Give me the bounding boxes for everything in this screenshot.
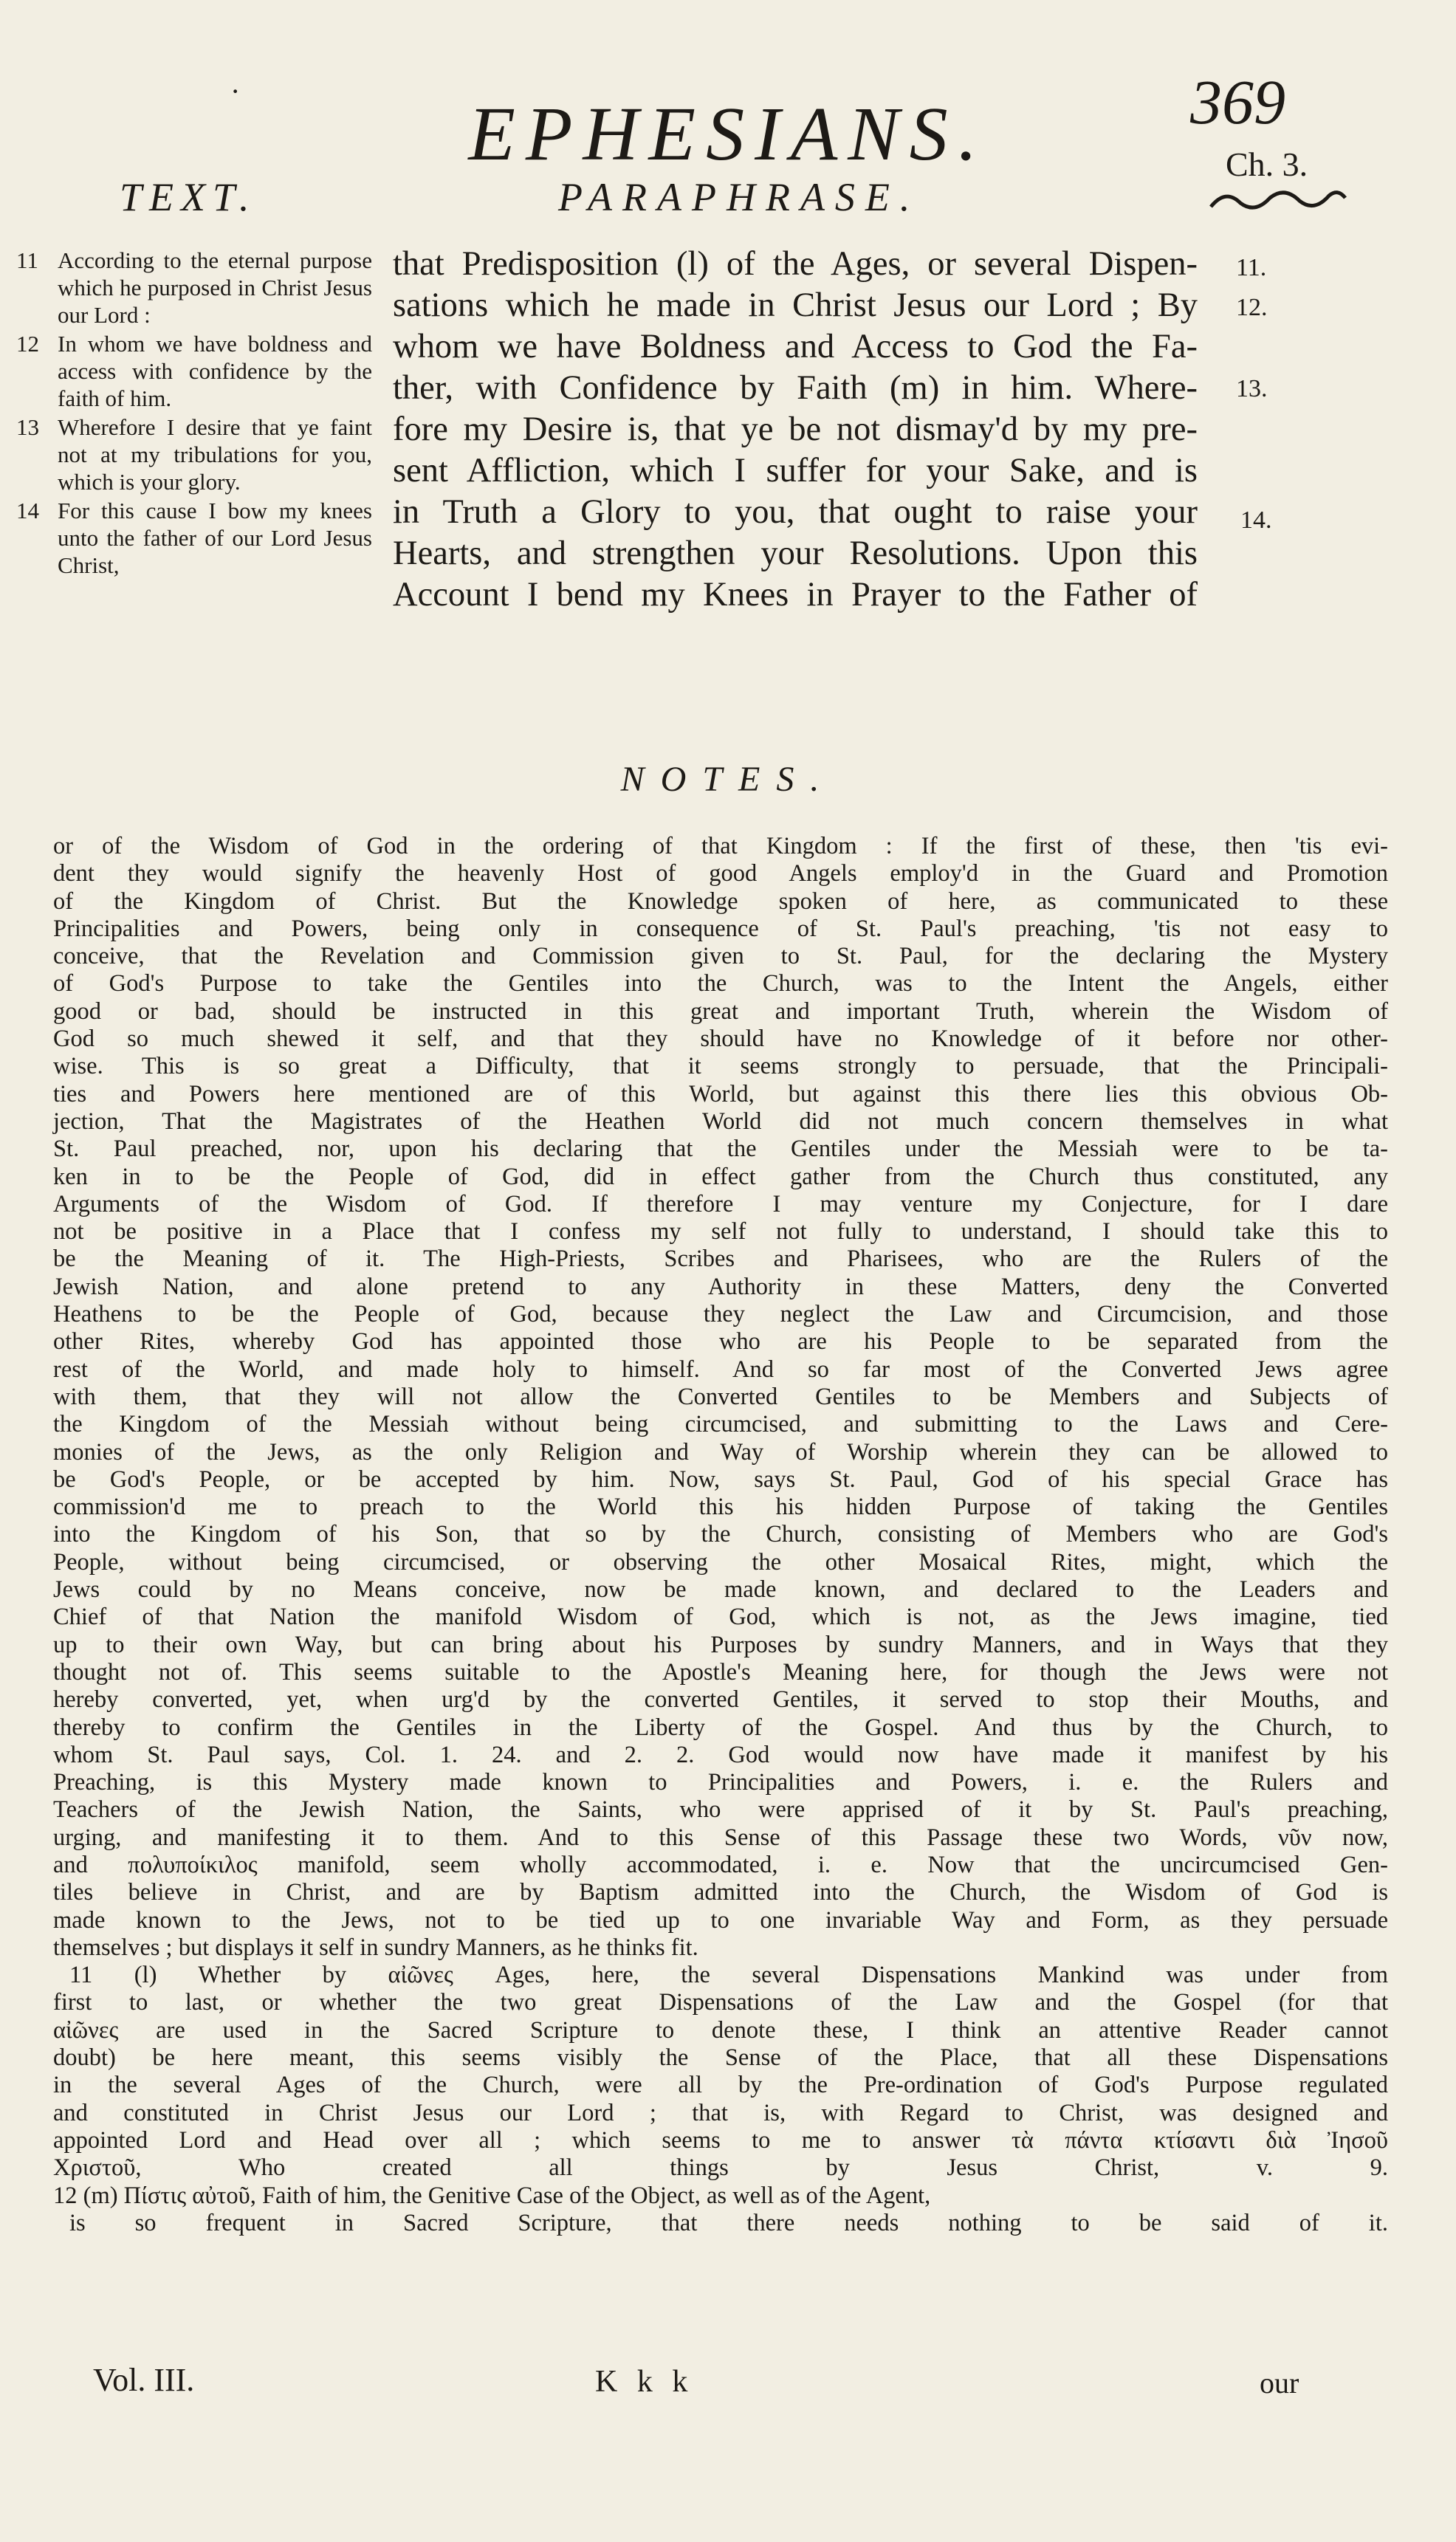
margin-verse-number: 13. (1236, 375, 1268, 402)
margin-verse-number: 14. (1240, 506, 1272, 534)
note-line: or of the Wisdom of God in the ordering of that Kingdom : If the first of these, then 'tis evi- (53, 833, 1388, 859)
note-line: rest of the World, and made holy to himself. And so far most of the Converted Jews agree (53, 1356, 1388, 1383)
note-line: Preaching, is this Mystery made known to Principalities and Powers, i. e. the Rulers and (53, 1769, 1388, 1796)
note-line: Arguments of the Wisdom of God. If therefore I may venture my Conjecture, for I dare (53, 1190, 1388, 1217)
note-line: 11 (l) Whether by αἰῶνες Ages, here, the several Dispensations Mankind was under from (69, 1962, 1388, 1989)
paraphrase-line: Hearts, and strengthen your Resolutions. Upon this (393, 535, 1198, 572)
note-line: not be positive in a Place that I confess my self not fully to understand, I should take this to (53, 1218, 1388, 1246)
volume-label: Vol. III. (93, 2362, 195, 2398)
note-line: Chief of that Nation the manifold Wisdom of God, which is not, as the Jews imagine, tied (53, 1604, 1388, 1631)
note-line: made known to the Jews, not to be tied up to one invariable Way and Form, as they persuade (53, 1906, 1388, 1934)
verse-number: 14 (16, 498, 39, 523)
note-line: is so frequent in Sacred Scripture, that there needs nothing to be said of it. (69, 2209, 1388, 2236)
verse-text: For this cause I bow my knees unto the father of our Lord Jesus Christ, (58, 498, 372, 578)
note-line: Χριστοῦ, Who created all things by Jesus Christ, v. 9. (53, 2154, 1388, 2182)
text-verse (16, 247, 372, 329)
paraphrase-column-label: PARAPHRASE. (558, 175, 921, 219)
text-column (16, 247, 372, 580)
note-line: Heathens to be the People of God, because they neglect the Law and Circumcision, and those (53, 1301, 1388, 1328)
note-line: whom St. Paul says, Col. 1. 24. and 2. 2. God would now have made it manifest by his (53, 1741, 1388, 1768)
paraphrase-line: that Predisposition (l) of the Ages, or several Dispen- (393, 245, 1198, 283)
paraphrase-line: ther, with Confidence by Faith (m) in him. Where- (393, 369, 1198, 407)
paraphrase-line: sent Affliction, which I suffer for your Sake, and is (393, 452, 1198, 489)
note-line: God so much shewed it self, and that they should have no Knowledge of it before nor other- (53, 1026, 1388, 1053)
note-line: ties and Powers here mentioned are of this World, but against this there lies this obvious Ob- (53, 1080, 1388, 1107)
text-column-label: TEXT. (120, 175, 257, 219)
verse-number: 12 (16, 331, 39, 357)
paraphrase-line: Account I bend my Knees in Prayer to the Father of (393, 576, 1198, 614)
running-title: EPHESIANS. (468, 91, 988, 176)
verse-number: 11 (16, 247, 38, 273)
note-line: up to their own Way, but can bring about his Purposes by sundry Manners, and in Ways that they (53, 1631, 1388, 1658)
note-line: commission'd me to preach to the World this his hidden Purpose of taking the Gentiles (53, 1494, 1388, 1521)
note-line: St. Paul preached, nor, upon his declaring that the Gentiles under the Messiah were to be ta- (53, 1136, 1388, 1163)
signature-mark: K k k (595, 2365, 694, 2399)
notes-heading: NOTES. (620, 760, 836, 799)
note-line: good or bad, should be instructed in this great and important Truth, wherein the Wisdom of (53, 997, 1388, 1025)
note-line: and πολυποίκιλος manifold, seem wholly accommodated, i. e. Now that the uncircumcised Gen- (53, 1851, 1388, 1878)
verse-number: 13 (16, 414, 39, 440)
text-verse (16, 497, 372, 579)
paraphrase-line: in Truth a Glory to you, that ought to raise your (393, 493, 1198, 531)
note-line: jection, That the Magistrates of the Heathen World did not much concern themselves in what (53, 1107, 1388, 1135)
note-line: thereby to confirm the Gentiles in the Liberty of the Gospel. And thus by the Church, to (53, 1714, 1388, 1741)
note-line: Jewish Nation, and alone pretend to any Authority in these Matters, deny the Converted (53, 1273, 1388, 1300)
verse-text: Wherefore I desire that ye faint not at my tribulations for you, which is your glory. (58, 414, 372, 495)
paraphrase-line: sations which he made in Christ Jesus our Lord ; By (393, 286, 1198, 324)
paraphrase-line: whom we have Boldness and Access to God the Fa- (393, 328, 1198, 365)
note-line: People, without being circumcised, or observing the other Mosaical Rites, might, which the (53, 1548, 1388, 1576)
note-line: with them, that they will not allow the Converted Gentiles to be Members and Subjects of (53, 1383, 1388, 1410)
text-verse (16, 413, 372, 495)
note-line: thought not of. This seems suitable to the Apostle's Meaning here, for though the Jews were not (53, 1658, 1388, 1686)
note-line: conceive, that the Revelation and Commission given to St. Paul, for the declaring the Mystery (53, 943, 1388, 970)
note-line: monies of the Jews, as the only Religion and Way of Worship wherein they can be allowed to (53, 1438, 1388, 1466)
note-line: of the Kingdom of Christ. But the Knowledge spoken of here, as communicated to these (53, 887, 1388, 915)
note-line: the Kingdom of the Messiah without being circumcised, and submitting to the Laws and Cere- (53, 1411, 1388, 1438)
note-line: Principalities and Powers, being only in consequence of St. Paul's preaching, 'tis not easy to (53, 915, 1388, 942)
note-line: hereby converted, yet, when urg'd by the converted Gentiles, it served to stop their Mouths, and (53, 1686, 1388, 1714)
note-line: other Rites, whereby God has appointed those who are his People to be separated from the (53, 1328, 1388, 1356)
note-line: Jews could by no Means conceive, now be made known, and declared to the Leaders and (53, 1576, 1388, 1604)
note-line: tiles believe in Christ, and are by Baptism admitted into the Church, the Wisdom of God is (53, 1879, 1388, 1906)
note-line: of God's Purpose to take the Gentiles into the Church, was to the Intent the Angels, either (53, 970, 1388, 997)
chapter-marker: Ch. 3. (1226, 145, 1308, 183)
verse-text: According to the eternal purpose which he purposed in Christ Jesus our Lord : (58, 247, 372, 328)
ornament-icon (1203, 185, 1351, 214)
text-verse (16, 330, 372, 412)
paraphrase-column (393, 244, 1198, 616)
note-line: doubt) be here meant, this seems visibly the Sense of the Place, that all these Dispensations (53, 2044, 1388, 2072)
margin-verse-number: 11. (1236, 254, 1267, 281)
note-line: appointed Lord and Head over all ; which seems to me to answer τὰ πάντα κτίσαντι διὰ Ἰησοῦ (53, 2126, 1388, 2154)
paraphrase-line: fore my Desire is, that ye be not dismay'd by my pre- (393, 411, 1198, 448)
note-line: and constituted in Christ Jesus our Lord ; that is, with Regard to Christ, was designed and (53, 2099, 1388, 2126)
note-line: 12 (m) Πίστις αὐτοῦ, Faith of him, the Genitive Case of the Object, as well as of the Agent, (53, 2182, 931, 2209)
margin-verse-number: 12. (1236, 294, 1268, 321)
page-number: 369 (1190, 66, 1285, 137)
verse-text: In whom we have boldness and access with confidence by the faith of him. (58, 331, 372, 411)
note-line: ken in to be the People of God, did in effect gather from the Church thus constituted, any (53, 1163, 1388, 1190)
note-line: themselves ; but displays it self in sundry Manners, as he thinks fit. (53, 1934, 698, 1961)
note-line: be God's People, or be accepted by him. Now, says St. Paul, God of his special Grace has (53, 1466, 1388, 1493)
header-dot: · (230, 75, 241, 108)
note-line: into the Kingdom of his Son, that so by the Church, consisting of Members who are God's (53, 1521, 1388, 1548)
note-line: wise. This is so great a Difficulty, that it seems strongly to persuade, that the Principali- (53, 1053, 1388, 1080)
note-line: first to last, or whether the two great Dispensations of the Law and the Gospel (for that (53, 1989, 1388, 2016)
note-line: dent they would signify the heavenly Host of good Angels employ'd in the Guard and Promotion (53, 860, 1388, 887)
notes-body (53, 833, 1388, 2237)
note-line: αἰῶνες are used in the Sacred Scripture to denote these, I think an attentive Reader cannot (53, 2016, 1388, 2044)
note-line: urging, and manifesting it to them. And to this Sense of this Passage these two Words, νῦν now, (53, 1824, 1388, 1851)
note-line: be the Meaning of it. The High-Priests, Scribes and Pharisees, who are the Rulers of the (53, 1246, 1388, 1273)
note-line: in the several Ages of the Church, were all by the Pre-ordination of God's Purpose regulated (53, 2072, 1388, 2099)
catchword: our (1260, 2366, 1299, 2400)
note-line: Teachers of the Jewish Nation, the Saints, who were apprised of it by St. Paul's preaching, (53, 1796, 1388, 1824)
